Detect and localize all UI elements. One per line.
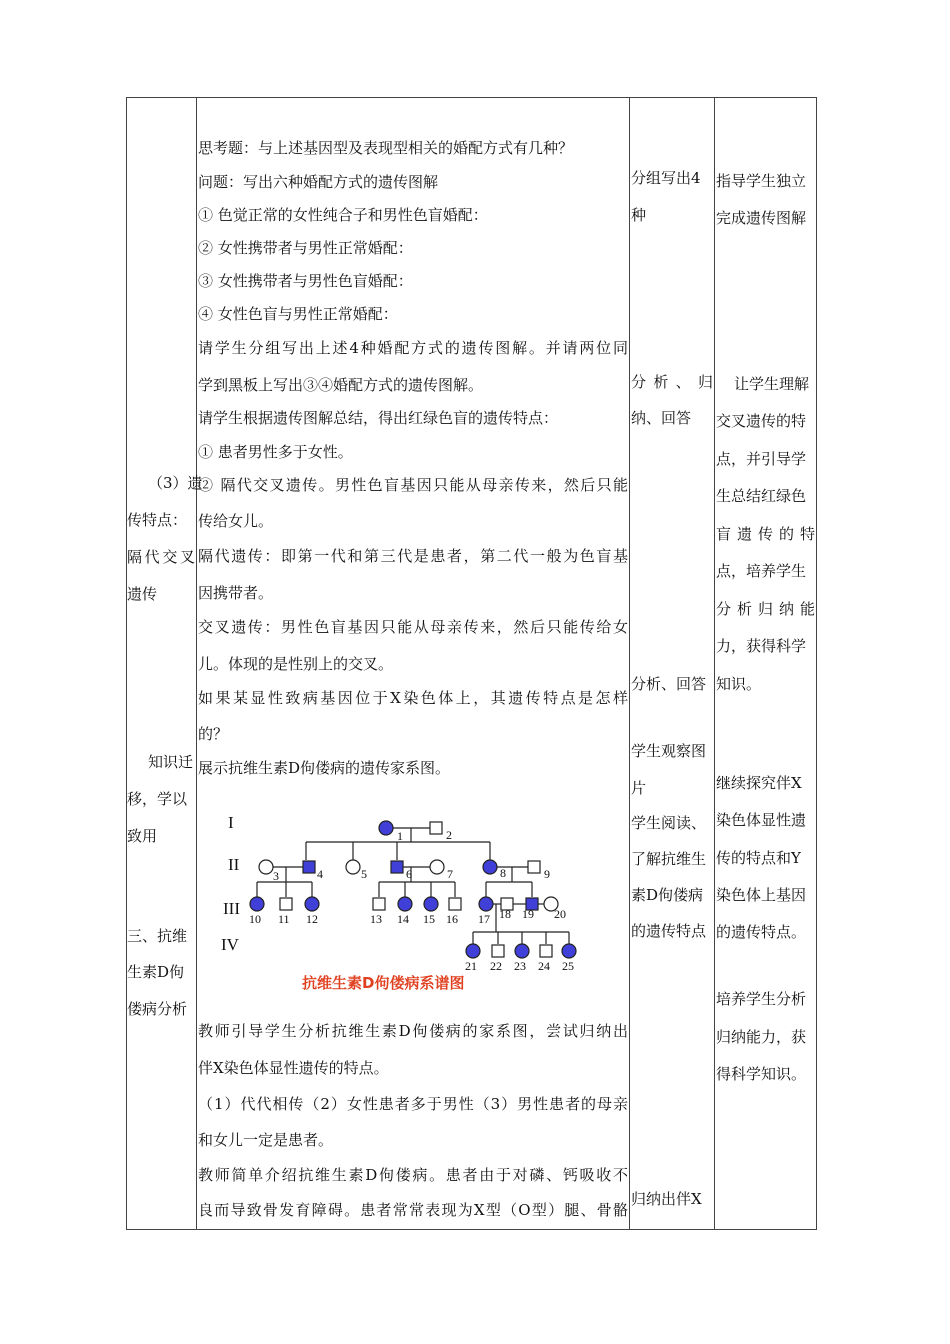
col2-line: ① 色觉正常的女性纯合子和男性色盲婚配： (198, 206, 488, 224)
col4-line: 传的特点和Y (716, 849, 801, 867)
unaffected-male-symbol (492, 945, 504, 957)
unaffected-male-symbol (373, 898, 385, 910)
col4-line: 培养学生分析 (716, 990, 807, 1008)
affected-female-symbol (398, 897, 412, 911)
individual-number: 9 (544, 867, 550, 881)
col2-line: 教师简单介绍抗维生素D佝偻病。患者由于对磷、钙吸收不 (198, 1166, 628, 1184)
affected-male-symbol (391, 861, 403, 873)
individual-number: 1 (397, 829, 403, 843)
col4-line: 得科学知识。 (716, 1065, 807, 1083)
col2-line: 思考题：与上述基因型及表现型相关的婚配方式有几种？ (198, 139, 574, 157)
unaffected-male-symbol (528, 861, 540, 873)
generation-labels (221, 813, 240, 954)
affected-female-symbol (466, 944, 480, 958)
col2-line: 如果某显性致病基因位于X染色体上，其遗传特点是怎样 (198, 689, 628, 707)
col2-line: 隔代遗传：即第一代和第三代是患者，第二代一般为色盲基 (198, 547, 628, 565)
col3-line: 分 析 、 归 (631, 373, 713, 391)
individual-number: 5 (361, 867, 367, 881)
col4-line: 点，培养学生 (716, 562, 807, 580)
col4-line: 盲 遗 传 的 特 (716, 525, 815, 543)
col2-line: 伴X染色体显性遗传的特点。 (198, 1059, 389, 1077)
affected-female-symbol (515, 944, 529, 958)
col2-line: ② 女性携带者与男性正常婚配： (198, 239, 413, 257)
affected-female-symbol (424, 897, 438, 911)
unaffected-female-symbol (346, 860, 360, 874)
col2-line: 交叉遗传：男性色盲基因只能从母亲传来，然后只能传给女 (198, 618, 628, 636)
col3-line: 片 (631, 779, 647, 797)
col4-line: 染色体上基因 (716, 886, 807, 904)
individual-number: 2 (446, 828, 452, 842)
unaffected-male-symbol (540, 945, 552, 957)
col2-line: ② 隔代交叉遗传。男性色盲基因只能从母亲传来，然后只能 (198, 476, 628, 494)
affected-female-symbol (562, 944, 576, 958)
individual-number: 14 (397, 912, 409, 926)
col2-line: 传给女儿。 (198, 512, 274, 530)
pedigree-chart (215, 800, 595, 1000)
individual-number: 3 (273, 869, 279, 883)
pedigree-lines (257, 828, 569, 944)
col2-line: 良而导致骨发育障碍。患者常常表现为X型（O型）腿、骨骼 (198, 1201, 628, 1219)
col4-line: 指导学生独立 (716, 172, 807, 190)
col2-line: 因携带者。 (198, 584, 274, 602)
unaffected-male-symbol (430, 822, 442, 834)
col2-line: （1）代代相传（2）女性患者多于男性（3）男性患者的母亲 (198, 1095, 628, 1113)
col4-line: 分 析 归 纳 能 (716, 600, 815, 618)
col3-line: 学生观察图 (631, 742, 707, 760)
col4-line: 生总结红绿色 (716, 487, 807, 505)
col4-line: 染色体显性遗 (716, 811, 807, 829)
individual-number: 15 (423, 912, 435, 926)
col3-line: 纳、回答 (631, 409, 692, 427)
affected-male-symbol (303, 861, 315, 873)
col4-line: 让学生理解 (734, 375, 810, 393)
col4-line: 完成遗传图解 (716, 209, 807, 227)
col2-line: ③ 女性携带者与男性色盲婚配： (198, 272, 413, 290)
col2-line: 的？ (198, 725, 229, 743)
generation-label: IV (221, 935, 239, 954)
pedigree-caption: 抗维生素D佝偻病系谱图 (302, 974, 465, 992)
individual-number: 21 (465, 959, 477, 973)
col4-line: 知识。 (716, 675, 762, 693)
individual-number: 18 (499, 907, 511, 921)
individual-number: 17 (478, 912, 490, 926)
col3-line: 归纳出伴X (631, 1190, 702, 1208)
individual-number: 13 (370, 912, 382, 926)
col2-line: 展示抗维生素D佝偻病的遗传家系图。 (198, 759, 451, 777)
col3-line: 种 (631, 206, 647, 224)
unaffected-female-symbol (259, 860, 273, 874)
individual-number: 22 (490, 959, 502, 973)
affected-female-symbol (379, 821, 393, 835)
affected-female-symbol (479, 897, 493, 911)
individual-number: 8 (500, 866, 506, 880)
col3-line: 分析、回答 (631, 675, 707, 693)
col1-line: 知识迁 (148, 753, 194, 771)
col3-line: 学生阅读、 (631, 814, 707, 832)
unaffected-female-symbol (430, 860, 444, 874)
col4-line: 点，并引导学 (716, 450, 807, 468)
col3-line: 素D佝偻病 (631, 886, 704, 904)
col2-line: 问题：写出六种婚配方式的遗传图解 (198, 173, 439, 191)
col3-line: 分组写出4 (631, 169, 701, 187)
col2-line: 学到黑板上写出③④婚配方式的遗传图解。 (198, 376, 484, 394)
individual-number: 16 (446, 912, 458, 926)
col1-line: 遗传 (127, 585, 158, 603)
col2-line: 儿。体现的是性别上的交叉。 (198, 655, 394, 673)
col1-line: 传特点： (127, 511, 188, 529)
individual-number: 4 (317, 867, 323, 881)
col1-line: 移，学以 (127, 790, 188, 808)
col4-line: 力，获得科学 (716, 637, 807, 655)
unaffected-male-symbol (449, 898, 461, 910)
col1-line: 隔代交叉 (127, 548, 195, 566)
table-border-left (126, 97, 127, 1230)
col3-line: 的遗传特点 (631, 922, 707, 940)
unaffected-male-symbol (280, 898, 292, 910)
individual-number: 20 (554, 907, 566, 921)
individual-number: 6 (406, 867, 412, 881)
col1-line: 生素D佝 (127, 963, 185, 981)
individual-number: 24 (538, 959, 550, 973)
individual-number: 23 (514, 959, 526, 973)
col4-line: 交叉遗传的特 (716, 412, 807, 430)
affected-female-symbol (250, 897, 264, 911)
col2-line: ① 患者男性多于女性。 (198, 443, 353, 461)
column-divider-3 (714, 97, 715, 1230)
individual-number: 7 (447, 867, 453, 881)
column-divider-2 (629, 97, 630, 1230)
individual-number: 11 (278, 912, 290, 926)
affected-female-symbol (483, 860, 497, 874)
col2-line: ④ 女性色盲与男性正常婚配： (198, 305, 398, 323)
generation-label: I (228, 813, 234, 832)
col1-line: 偻病分析 (127, 1000, 188, 1018)
table-border-right (816, 97, 817, 1230)
col2-line: 请学生分组写出上述4种婚配方式的遗传图解。并请两位同 (198, 339, 628, 357)
col2-line: 请学生根据遗传图解总结，得出红绿色盲的遗传特点： (198, 409, 559, 427)
col4-line: 归纳能力，获 (716, 1028, 807, 1046)
individual-number: 19 (522, 907, 534, 921)
col1-line: （3）遗 (148, 474, 203, 492)
individual-number: 25 (562, 959, 574, 973)
col1-line: 三、抗维 (127, 927, 188, 945)
generation-label: II (228, 855, 240, 874)
col4-line: 继续探究伴X (716, 774, 802, 792)
col2-line: 和女儿一定是患者。 (198, 1131, 334, 1149)
col1-line: 致用 (127, 827, 158, 845)
affected-female-symbol (305, 897, 319, 911)
column-divider-1 (196, 97, 197, 1230)
individual-number: 10 (249, 912, 261, 926)
col3-line: 了解抗维生 (631, 850, 707, 868)
col4-line: 的遗传特点。 (716, 923, 807, 941)
individual-number: 12 (306, 912, 318, 926)
generation-label: III (223, 899, 240, 918)
col2-line: 教师引导学生分析抗维生素D佝偻病的家系图，尝试归纳出 (198, 1022, 628, 1040)
